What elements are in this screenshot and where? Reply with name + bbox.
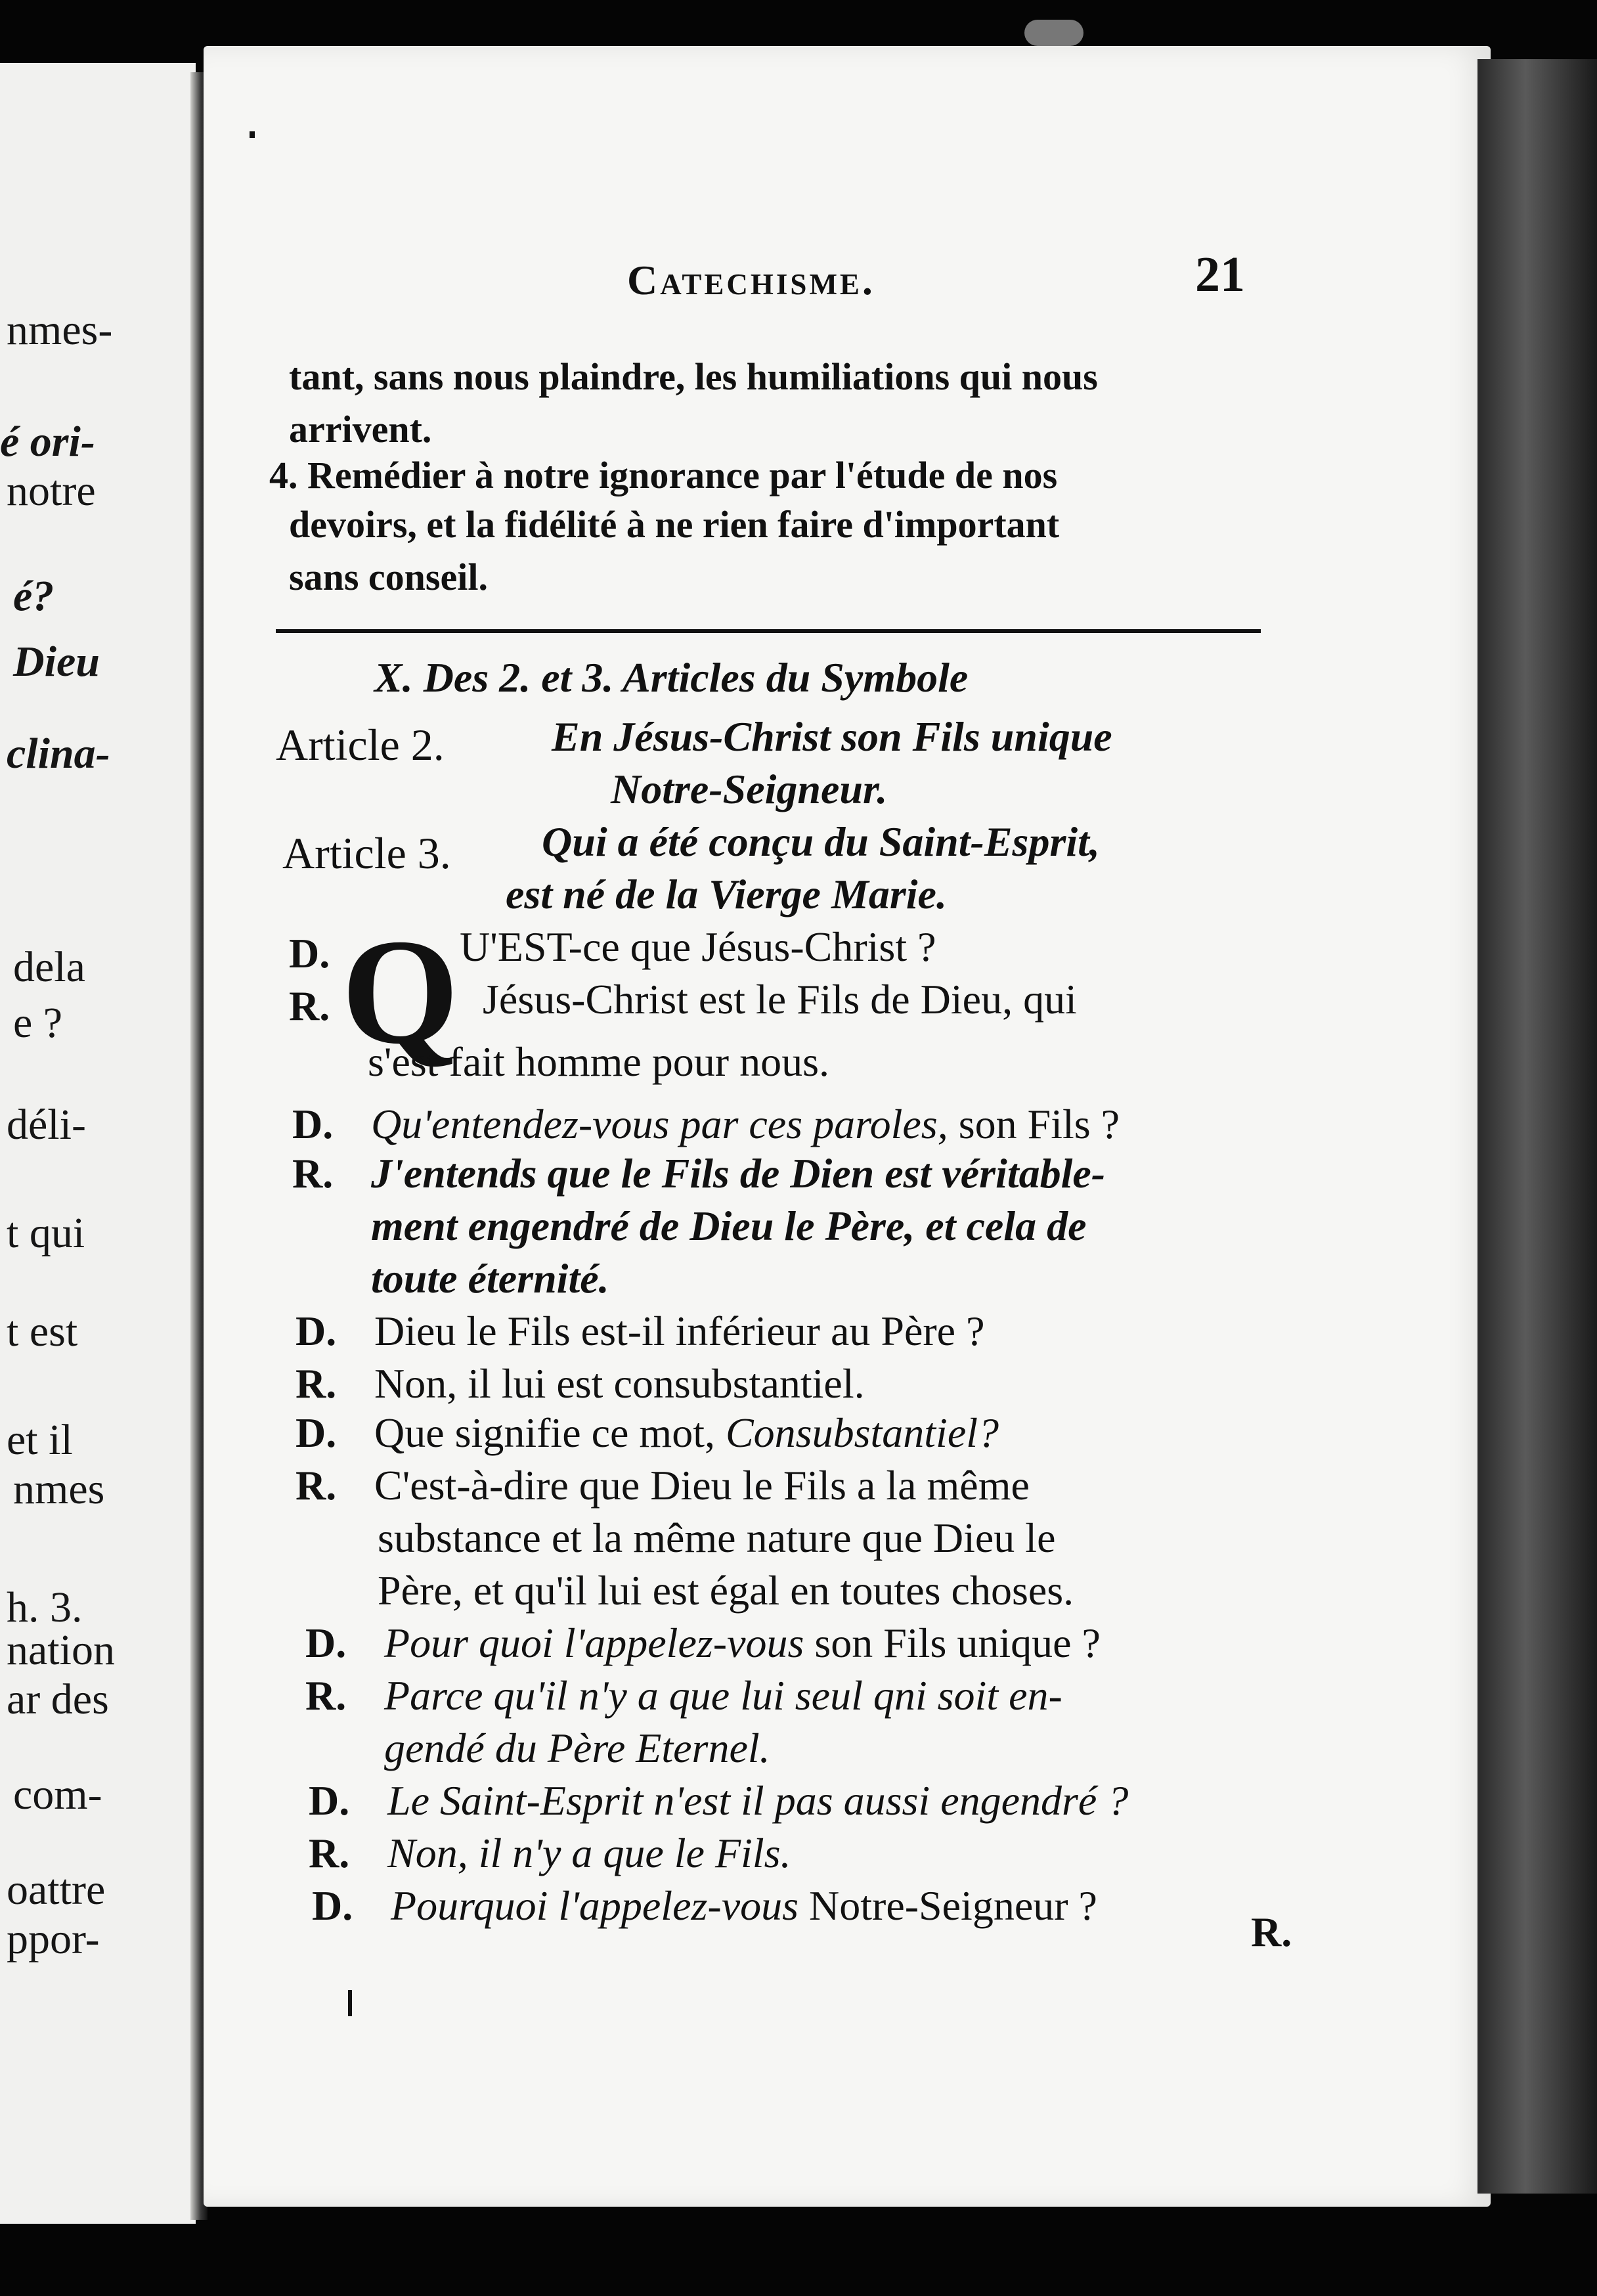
answer-text: Non, il lui est consubstantiel. [374, 1360, 865, 1407]
answer-tag: R. [289, 982, 330, 1029]
article-label: Article 2. [276, 720, 445, 770]
answer-tag: R. [295, 1462, 337, 1509]
answer-text: substance et la même nature que Dieu le [378, 1514, 1056, 1561]
left-page-line: et il [7, 1416, 73, 1464]
answer-text: C'est-à-dire que Dieu le Fils a la même [374, 1462, 1030, 1509]
question-text: Le Saint-Esprit n'est il pas aussi engendré ? [387, 1777, 1129, 1824]
question-tag: D. [292, 1101, 334, 1147]
answer-text: toute éternité. [371, 1255, 609, 1302]
article-text: est né de la Vierge Marie. [506, 871, 947, 917]
question-tag: D. [309, 1777, 350, 1824]
question-tag: D. [289, 930, 330, 977]
question-text: son Fils ? [948, 1101, 1120, 1147]
left-page-line: déli- [7, 1101, 86, 1149]
question-text: Consubstantiel? [725, 1409, 999, 1456]
question-tag: D. [305, 1620, 347, 1666]
answer-text: J'entends que le Fils de Dien est véritable- [371, 1150, 1106, 1197]
left-page-line: clina- [7, 730, 110, 778]
answer-tag: R. [295, 1360, 337, 1407]
left-page-line: ar des [7, 1675, 109, 1723]
question-text: U'EST-ce que Jésus-Christ ? [460, 923, 936, 970]
section-title: X. Des 2. et 3. Articles du Symbole [374, 654, 969, 701]
question-tag: D. [295, 1409, 337, 1456]
practice-line: arrivent. [289, 408, 432, 451]
left-page-line: é ori- [0, 418, 95, 466]
left-page-line: ppor- [7, 1915, 100, 1963]
left-page-line: t qui [7, 1209, 85, 1257]
answer-tag: R. [305, 1672, 347, 1719]
article-label: Article 3. [282, 828, 451, 878]
scan-speck [250, 131, 255, 138]
question-text: Pourquoi l'appelez-vous [391, 1882, 798, 1929]
answer-tag: R. [292, 1150, 334, 1197]
question-text: Qu'entendez-vous par ces paroles, [371, 1101, 948, 1147]
article-text: Notre-Seigneur. [611, 766, 888, 812]
running-header: Catechisme. [627, 257, 875, 303]
answer-text: Non, il n'y a que le Fils. [387, 1830, 791, 1876]
left-page-line: é? [13, 572, 55, 620]
question-tag: D. [295, 1308, 337, 1354]
question-text: Pour quoi l'appelez-vous [384, 1620, 804, 1666]
answer-text: ment engendré de Dieu le Père, et cela de [371, 1203, 1087, 1249]
left-page-line: dela [13, 943, 85, 991]
catchword: R. [1251, 1909, 1292, 1955]
left-page-line: nmes- [7, 306, 113, 354]
left-page-line: com- [13, 1771, 102, 1819]
section-divider [276, 629, 1261, 633]
left-page-line: notre [7, 467, 96, 515]
question-tag: D. [312, 1882, 353, 1929]
page-edge-shadow [1477, 59, 1597, 2194]
article-text: En Jésus-Christ son Fils unique [552, 713, 1112, 760]
left-page-line: nation [7, 1626, 115, 1674]
drop-cap: Q [341, 908, 459, 1075]
article-text: Qui a été conçu du Saint-Esprit, [542, 818, 1100, 865]
practice-line: devoirs, et la fidélité à ne rien faire d'important [289, 503, 1060, 546]
practice-line: 4. Remédier à notre ignorance par l'étude de nos [269, 454, 1058, 497]
answer-text: s'est fait homme pour nous. [368, 1038, 829, 1085]
left-page-line: t est [7, 1308, 78, 1356]
left-page-line: e ? [13, 999, 63, 1047]
left-page [0, 63, 196, 2224]
practice-line: tant, sans nous plaindre, les humiliations qui nous [289, 355, 1098, 398]
answer-text: Parce qu'il n'y a que lui seul qni soit en- [384, 1672, 1062, 1719]
answer-text: Père, et qu'il lui est égal en toutes choses. [378, 1567, 1074, 1614]
question-text: Dieu le Fils est-il inférieur au Père ? [374, 1308, 985, 1354]
answer-tag: R. [309, 1830, 350, 1876]
left-page-line: h. 3. [7, 1583, 83, 1631]
answer-text: Jésus-Christ est le Fils de Dieu, qui [483, 976, 1077, 1023]
scan-speck [1024, 20, 1083, 46]
left-page-line: Dieu [13, 638, 100, 686]
left-page-line: oattre [7, 1866, 106, 1914]
question-text: Que signifie ce mot, [374, 1409, 726, 1456]
left-page-line: nmes [13, 1465, 105, 1513]
scan-speck [348, 1990, 352, 2016]
question-text: son Fils unique ? [804, 1620, 1101, 1666]
answer-text: gendé du Père Eternel. [384, 1725, 770, 1771]
page-number: 21 [1195, 247, 1245, 302]
question-text: Notre-Seigneur ? [798, 1882, 1097, 1929]
practice-line: sans conseil. [289, 556, 488, 598]
